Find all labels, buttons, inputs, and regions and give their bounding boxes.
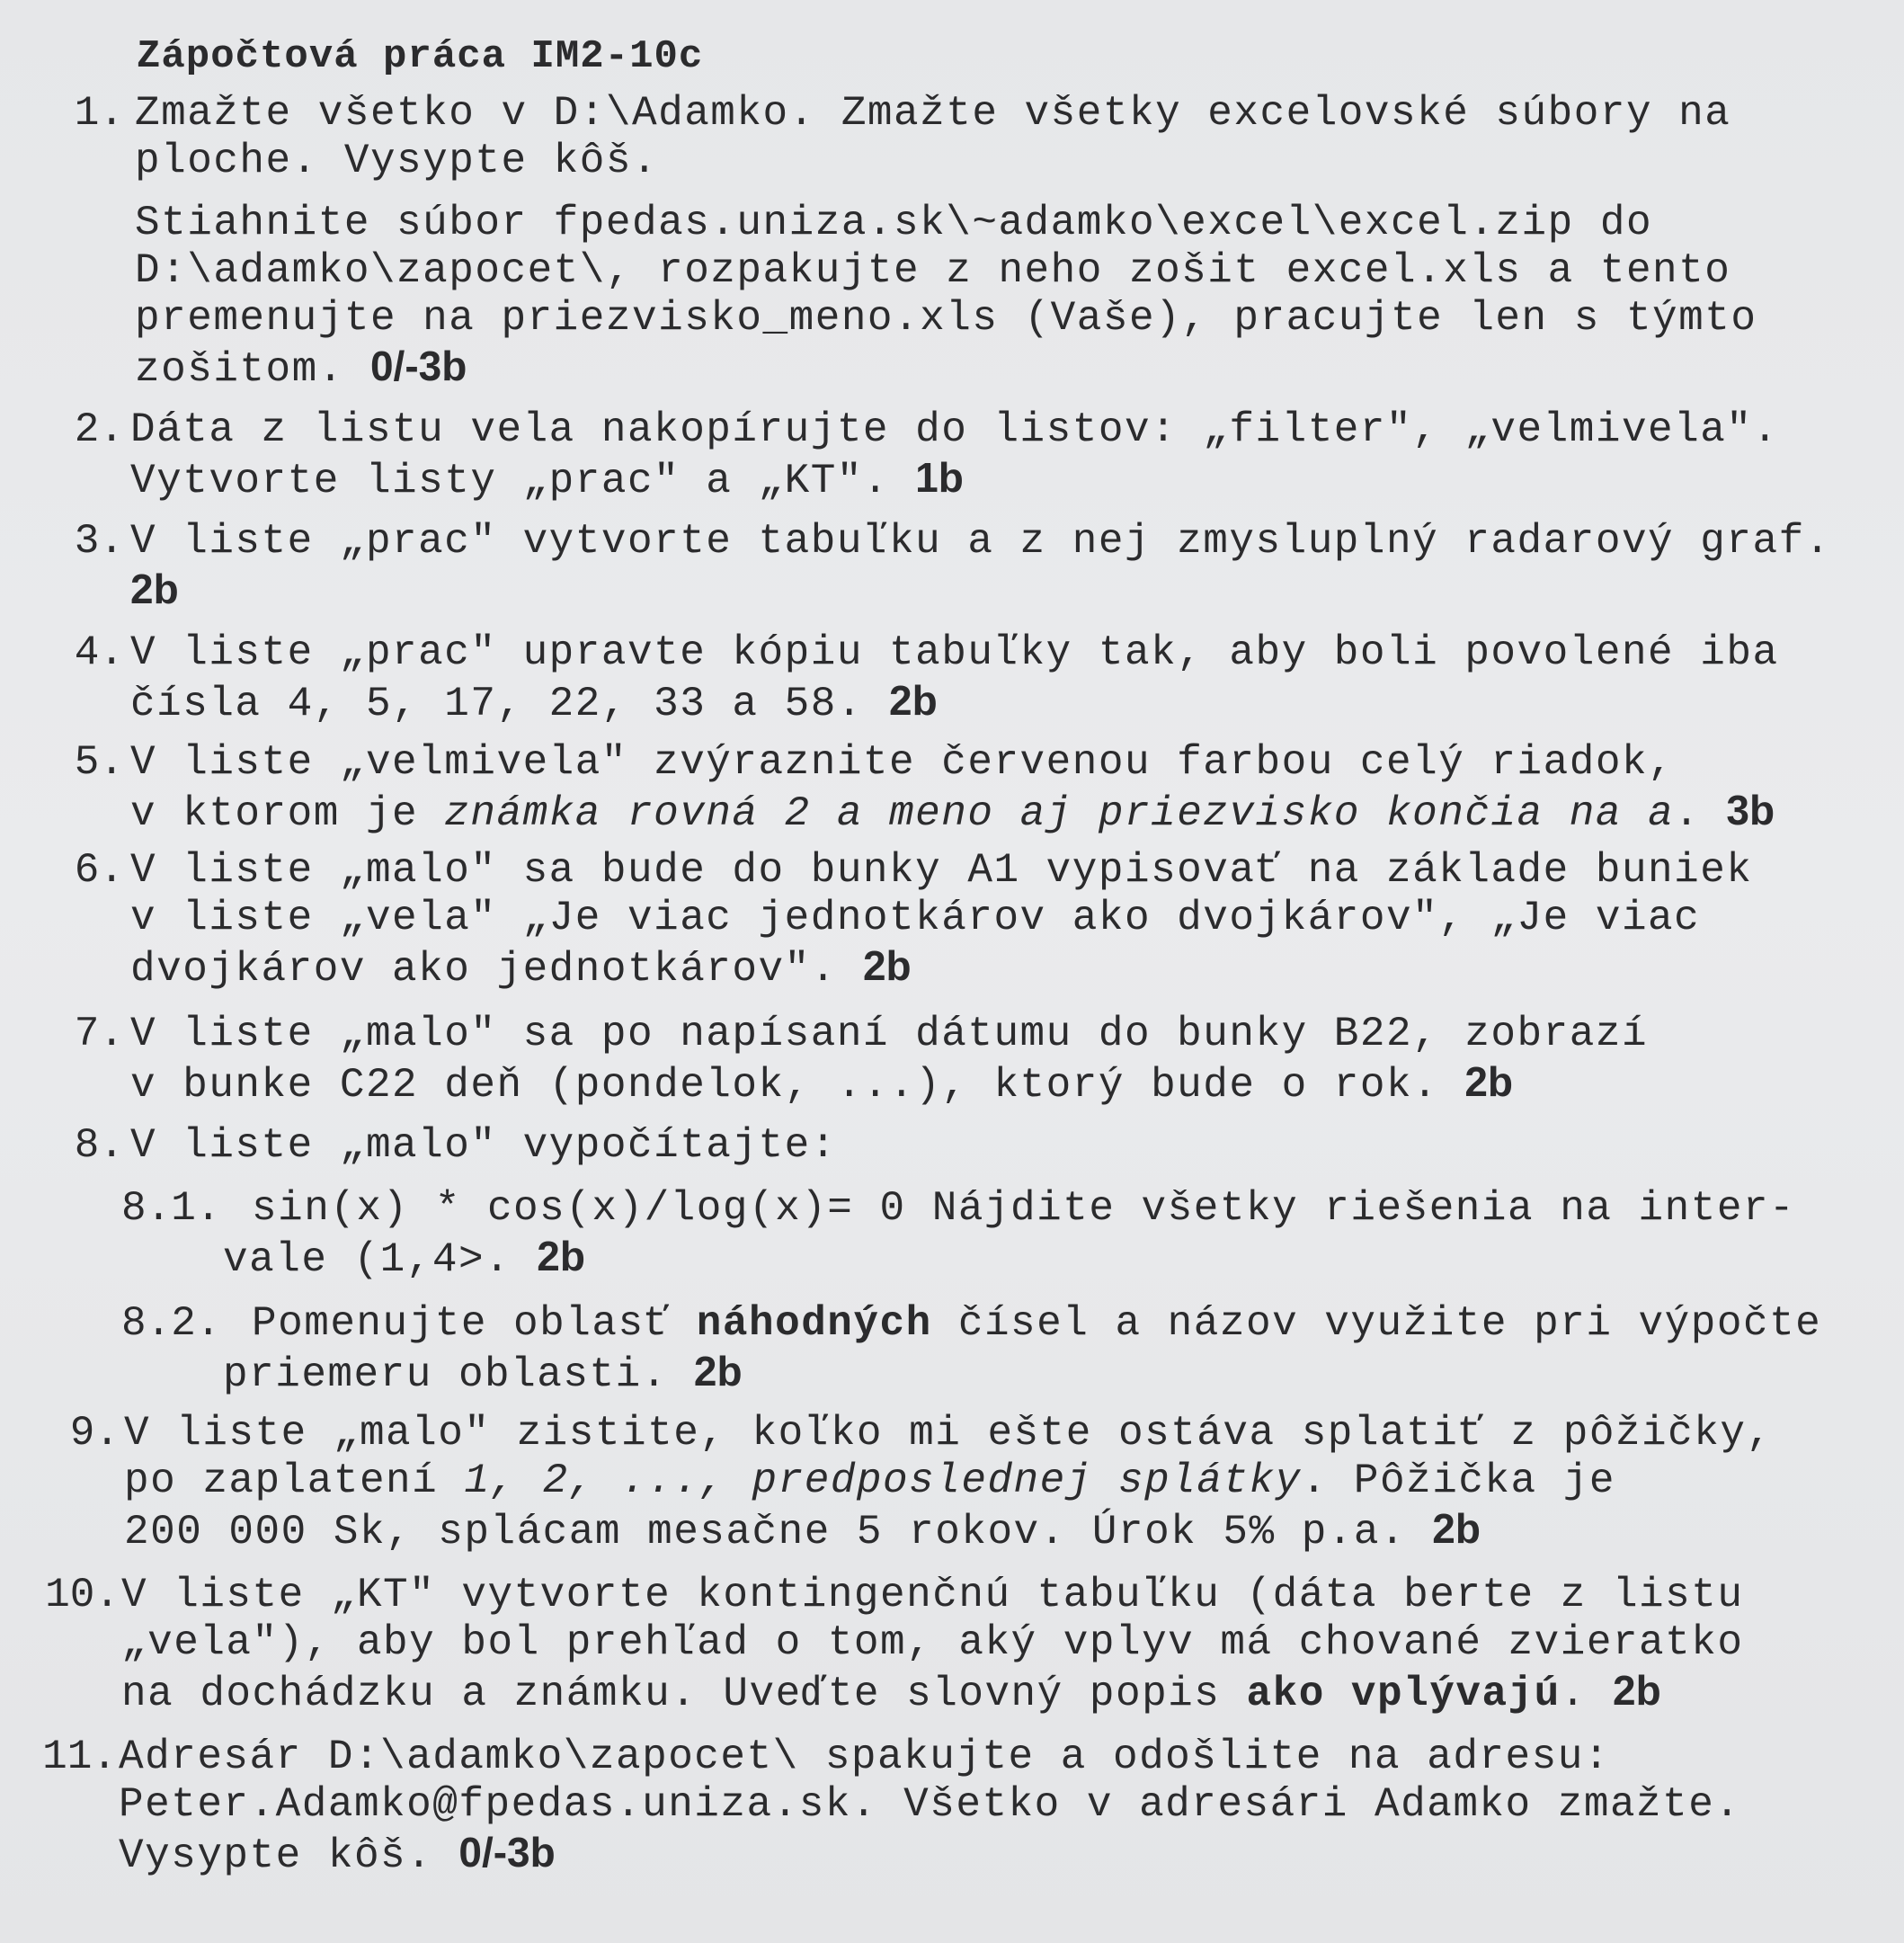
points-label: 2b	[693, 1348, 743, 1395]
item-number: 3.	[74, 518, 124, 565]
points-label: 1b	[915, 454, 964, 501]
item-text-line: Dáta z listu vela nakopírujte do listov: „filter", „velmivela".	[130, 406, 1779, 453]
list-subitem-8-2	[252, 1300, 1821, 1348]
item-text-line: D:\adamko\zapocet\, rozpakujte z neho zošit excel.xls a tento	[135, 247, 1731, 294]
item-text-line: . Pôžička je	[1301, 1457, 1615, 1504]
item-number: 5.	[74, 739, 124, 786]
item-text-line: V liste „malo" sa po napísaní dátumu do bunky B22, zobrazí	[130, 1011, 1649, 1057]
subitem-number: 8.2.	[121, 1300, 221, 1347]
item-text-line: v liste „vela" „Je viac jednotkárov ako dvojkárov", „Je viac	[130, 895, 1701, 941]
item-number: 7.	[74, 1011, 124, 1057]
points-label: 0/-3b	[369, 343, 467, 389]
item-text-line: čísel a názov využite pri výpočte	[931, 1300, 1822, 1347]
item-text-line: Vytvorte listy „prac" a „KT".	[130, 458, 916, 504]
item-text-line: Peter.Adamko@fpedas.uniza.sk. Všetko v adresári Adamko zmažte.	[119, 1781, 1741, 1828]
item-text-line: ploche. Vysypte kôš.	[135, 138, 659, 184]
list-subitem-8-1-cont	[223, 1233, 585, 1284]
item-number: 9.	[69, 1410, 120, 1457]
item-text-line: na dochádzku a známku. Uveďte slovný popis	[121, 1671, 1247, 1717]
item-text-line: V liste „malo" zistite, koľko mi ešte ostáva splatiť z pôžičky,	[124, 1410, 1773, 1457]
item-text-line: V liste „prac" vytvorte tabuľku a z nej zmysluplný radarový graf.	[130, 518, 1831, 565]
list-item-3	[130, 518, 1831, 617]
item-text-line: Adresár D:\adamko\zapocet\ spakujte a odošlite na adresu:	[119, 1734, 1610, 1780]
item-text-line: V liste „malo" vypočítajte:	[130, 1122, 837, 1169]
list-item-8	[130, 1122, 837, 1170]
list-item-2	[130, 406, 1779, 505]
points-label: 0/-3b	[458, 1829, 556, 1876]
document-title: Zápočtová práca IM2-10c	[137, 34, 704, 79]
item-text-line: v bunke C22 deň (pondelok, ...), ktorý bude o rok.	[130, 1062, 1465, 1109]
points-label: 3b	[1726, 787, 1775, 833]
item-text-line: „vela"), aby bol prehľad o tom, aký vplyv má chované zvieratko	[121, 1619, 1744, 1666]
item-text-line: .	[1560, 1671, 1613, 1717]
item-text-line: vale (1,4>.	[223, 1236, 538, 1283]
points-label: 2b	[1432, 1505, 1481, 1552]
item-text-line: V liste „prac" upravte kópiu tabuľky tak, aby boli povolené iba	[130, 629, 1779, 676]
item-number: 8.	[74, 1122, 124, 1169]
item-text-line: sin(x) * cos(x)/log(x)= 0 Nájdite všetky riešenia na inter-	[252, 1185, 1796, 1232]
item-number: 1.	[74, 90, 124, 137]
points-label: 2b	[862, 942, 912, 989]
item-number: 6.	[74, 847, 124, 894]
list-item-1	[135, 90, 1731, 185]
item-text-line: v ktorom je	[130, 790, 445, 837]
item-text-line: zošitom.	[135, 346, 370, 393]
item-text-line: Pomenujte oblasť	[252, 1300, 697, 1347]
item-text-line: Zmažte všetko v D:\Adamko. Zmažte všetky excelovské súbory na	[135, 90, 1731, 137]
points-label: 2b	[537, 1233, 585, 1279]
item-text-line: premenujte na priezvisko_meno.xls (Vaše), pracujte len s týmto	[135, 295, 1757, 342]
item-text-line: V liste „velmivela" zvýraznite červenou farbou celý riadok,	[130, 739, 1675, 786]
item-text-line: V liste „malo" sa bude do bunky A1 vypisovať na základe buniek	[130, 847, 1753, 894]
item-text-line: Vysypte kôš.	[119, 1832, 459, 1879]
list-item-9	[124, 1410, 1773, 1556]
item-text-line: čísla 4, 5, 17, 22, 33 a 58.	[130, 681, 890, 727]
points-label: 2b	[1612, 1667, 1661, 1714]
points-label: 2b	[1464, 1058, 1514, 1105]
list-item-4	[130, 629, 1779, 728]
subitem-number: 8.1.	[121, 1185, 221, 1232]
list-item-10	[121, 1572, 1743, 1718]
item-number: 11.	[42, 1734, 117, 1780]
list-subitem-8-1	[252, 1185, 1795, 1233]
item-text-line: po zaplatení	[124, 1457, 465, 1504]
list-item-6	[130, 847, 1752, 994]
item-text-bold: náhodných	[696, 1300, 932, 1347]
points-label: 2b	[130, 566, 179, 612]
item-text-line: dvojkárov ako jednotkárov".	[130, 946, 863, 993]
item-text-line: Stiahnite súbor fpedas.uniza.sk\~adamko\excel\excel.zip do	[135, 200, 1653, 246]
points-label: 2b	[889, 677, 938, 724]
item-text-line: .	[1674, 790, 1727, 837]
list-item-5	[130, 739, 1775, 838]
item-number: 10.	[45, 1572, 120, 1618]
item-text-bold: ako vplývajú	[1246, 1671, 1561, 1717]
item-text-line: priemeru oblasti.	[223, 1351, 694, 1398]
item-number: 4.	[74, 629, 124, 676]
item-text-italic: 1, 2, ..., predposlednej splátky	[464, 1457, 1302, 1504]
list-subitem-8-2-cont	[223, 1348, 743, 1399]
list-item-7	[130, 1011, 1648, 1110]
list-item-1-download	[135, 200, 1757, 394]
list-item-11	[119, 1734, 1740, 1880]
item-text-line: 200 000 Sk, splácam mesačne 5 rokov. Úrok 5% p.a.	[124, 1509, 1433, 1555]
item-text-italic: známka rovná 2 a meno aj priezvisko končia na a	[444, 790, 1675, 837]
item-text-line: V liste „KT" vytvorte kontingenčnú tabuľku (dáta berte z listu	[121, 1572, 1744, 1618]
item-number: 2.	[74, 406, 124, 453]
